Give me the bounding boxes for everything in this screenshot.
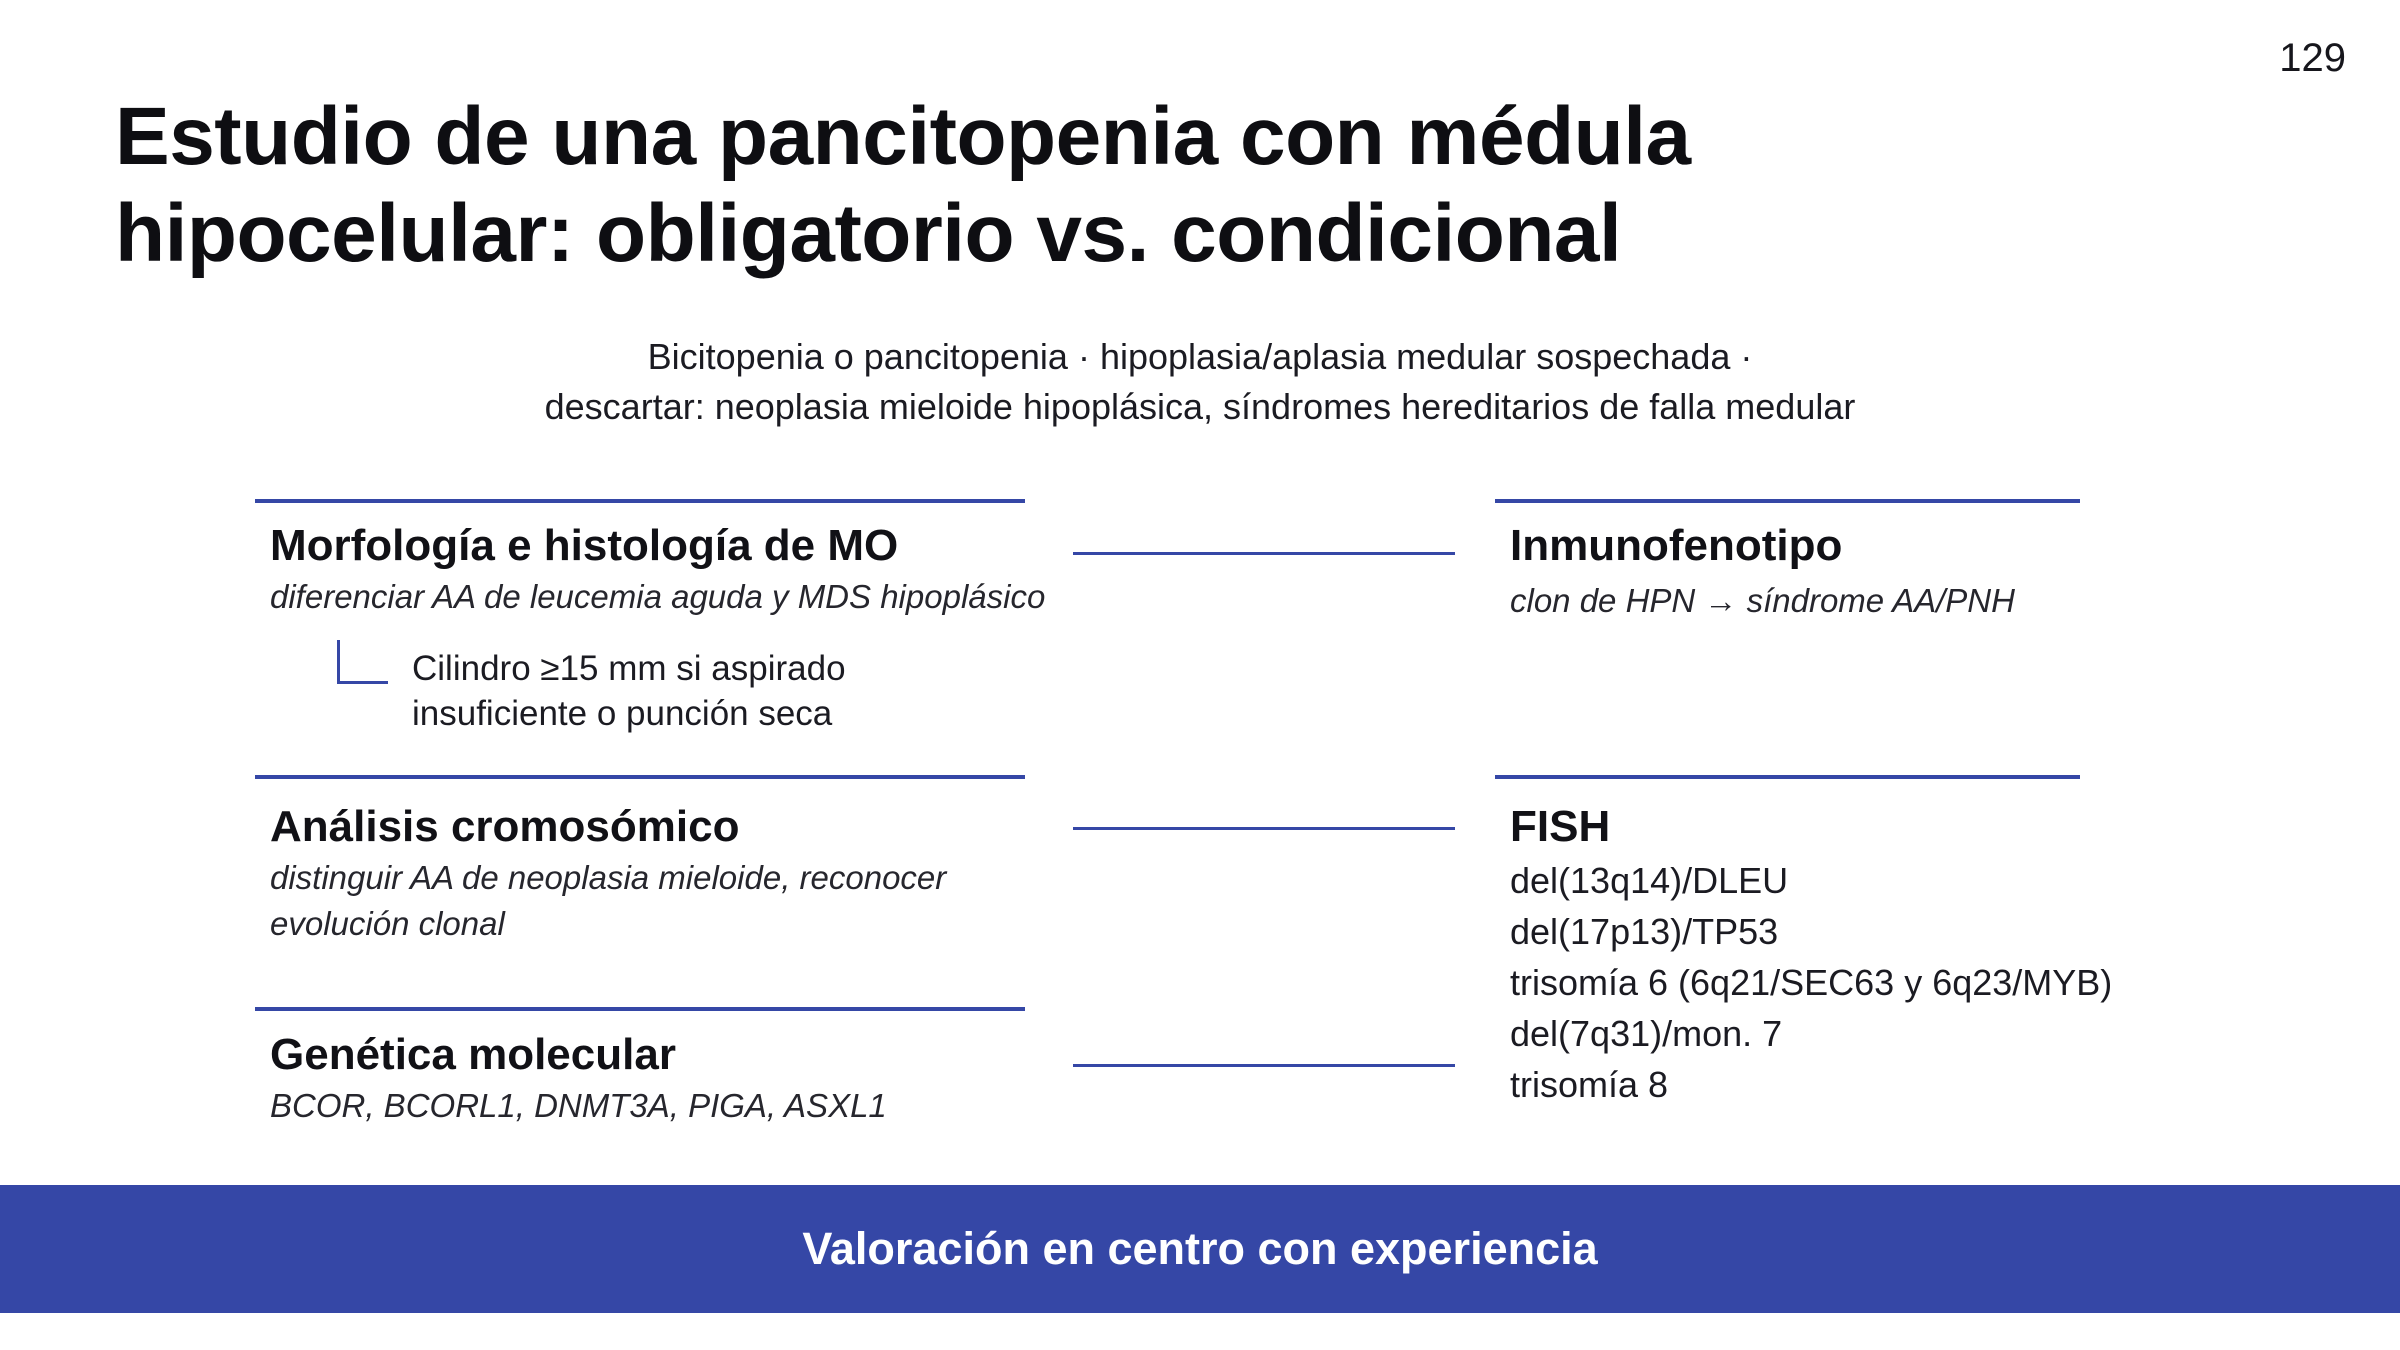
block-immunophenotype-title: Inmunofenotipo <box>1510 521 1843 570</box>
block-immunophenotype <box>1510 518 2015 624</box>
block-morphology-desc-line: diferenciar AA de leucemia aguda y MDS hipoplásico <box>270 578 1046 615</box>
subtitle-line-2: descartar: neoplasia mieloide hipoplásica, síndromes hereditarios de falla medular <box>544 386 1856 427</box>
block-molecular-title: Genética molecular <box>270 1030 676 1079</box>
fish-probe-list <box>1510 855 2112 1110</box>
fish-probe-item: del(13q14)/DLEU <box>1510 860 1789 901</box>
divider-immunophenotype <box>1495 499 2080 503</box>
connector-line-1 <box>1073 552 1455 555</box>
note-elbow-connector <box>337 640 388 684</box>
block-immunophenotype-desc-line: clon de HPN → síndrome AA/PNH <box>1510 582 2015 619</box>
block-cytogenetics-title: Análisis cromosómico <box>270 802 740 851</box>
block-cytogenetics-desc <box>270 855 946 947</box>
biopsy-note-line-2: insuficiente o punción seca <box>412 694 833 733</box>
connector-line-2 <box>1073 827 1455 830</box>
fish-probe-item: del(7q31)/mon. 7 <box>1510 1013 1783 1054</box>
block-fish-title: FISH <box>1510 802 1611 851</box>
block-cytogenetics <box>270 799 946 947</box>
block-morphology <box>270 518 1045 620</box>
block-morphology-title: Morfología e histología de MO <box>270 521 899 570</box>
divider-morphology <box>255 499 1025 503</box>
page-title-line-1: Estudio de una pancitopenia con médula <box>115 91 1691 182</box>
divider-molecular <box>255 1007 1025 1011</box>
block-molecular-desc-line: BCOR, BCORL1, DNMT3A, PIGA, ASXL1 <box>270 1087 887 1124</box>
block-fish <box>1510 799 2112 1110</box>
page-number: 129 <box>2279 36 2346 80</box>
biopsy-note <box>412 646 846 736</box>
divider-fish <box>1495 775 2080 779</box>
subtitle-line-1: Bicitopenia o pancitopenia · hipoplasia/aplasia medular sospechada · <box>647 336 1753 377</box>
block-immunophenotype-desc <box>1510 578 2015 624</box>
connector-line-3 <box>1073 1064 1455 1067</box>
page-title-line-2: hipocelular: obligatorio vs. condicional <box>115 188 1622 279</box>
fish-probe-item: trisomía 6 (6q21/SEC63 y 6q23/MYB) <box>1510 962 2113 1003</box>
divider-cytogenetics <box>255 775 1025 779</box>
footer-label: Valoración en centro con experiencia <box>802 1223 1598 1274</box>
block-molecular <box>270 1027 887 1129</box>
context-subtitle <box>0 332 2400 432</box>
fish-probe-item: del(17p13)/TP53 <box>1510 911 1779 952</box>
block-cytogenetics-desc-line-1: distinguir AA de neoplasia mieloide, reconocer <box>270 859 947 896</box>
footer-banner <box>0 1185 2400 1313</box>
block-cytogenetics-desc-line-2: evolución clonal <box>270 905 505 942</box>
page-title <box>115 88 1691 282</box>
fish-probe-item: trisomía 8 <box>1510 1064 1669 1105</box>
block-molecular-desc <box>270 1083 887 1129</box>
biopsy-note-line-1: Cilindro ≥15 mm si aspirado <box>412 649 846 688</box>
block-morphology-desc <box>270 574 1045 620</box>
